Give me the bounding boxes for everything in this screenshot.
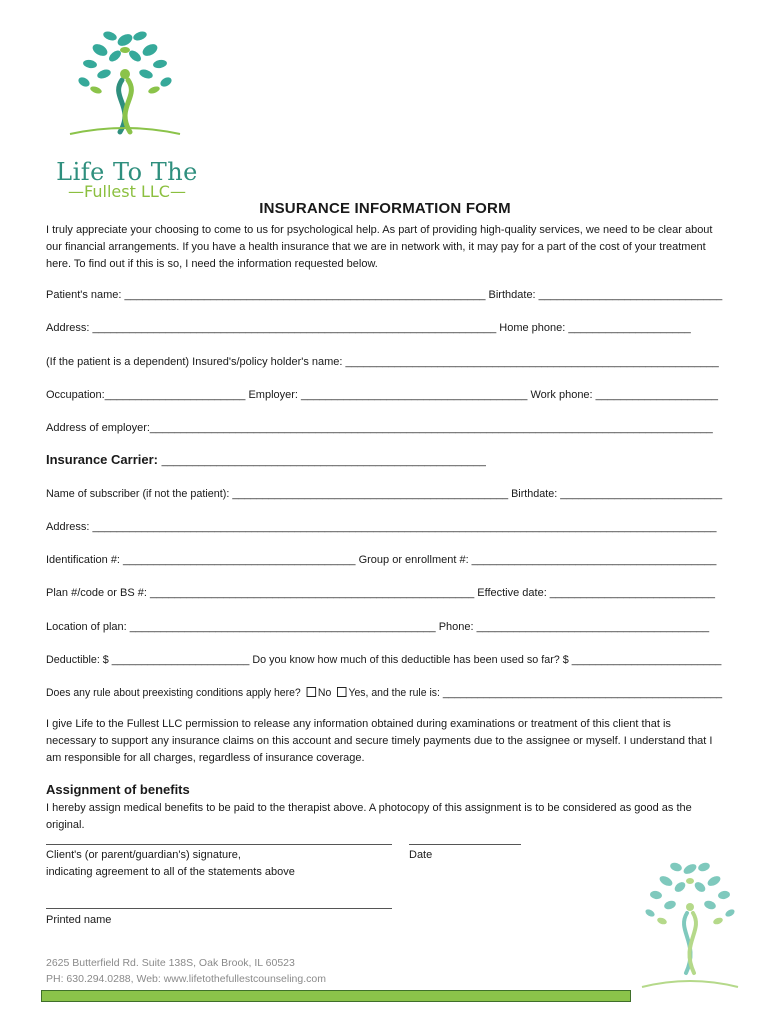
- preexisting-question: Does any rule about preexisting conditions apply here?: [46, 687, 301, 699]
- assignment-text: I hereby assign medical benefits to be paid to the therapist above. A photocopy of this assignment is to be considered as good as the original.: [46, 802, 692, 831]
- footer-contact: PH: 630.294.0288, Web: www.lifetothefullestcounseling.com: [46, 973, 326, 985]
- preexisting-blank[interactable]: ________________________________________________: [442, 687, 723, 699]
- logo-line2: —Fullest LLC—: [68, 182, 186, 201]
- form-title: INSURANCE INFORMATION FORM: [259, 200, 511, 217]
- preexisting-row: [46, 687, 722, 699]
- tree-icon-small: [628, 855, 753, 1000]
- signature-line[interactable]: [46, 844, 392, 845]
- signature-label-2: indicating agreement to all of the statements above: [46, 866, 295, 878]
- permission-paragraph: I give Life to the Fullest LLC permission to release any information obtained during examinations or treatment of this client that is necessary to support any insurance claims on this account and secure timely payments due to the assignee or myself. I understand that I am responsible for all charges, regardless of insurance coverage.: [46, 718, 713, 764]
- subscriber-field[interactable]: Name of subscriber (if not the patient): ______________________________________________ Birthdate: ___________________________: [46, 488, 723, 500]
- subscriber-address-field[interactable]: Address: ______________________________________________________________________________________________________: [46, 521, 717, 533]
- date-label: Date: [409, 849, 433, 861]
- insurance-carrier-label: Insurance Carrier:: [46, 452, 158, 467]
- plan-location-field[interactable]: Location of plan: __________________________________________________ Phone: ______________________________________: [46, 621, 710, 633]
- company-logo: [40, 22, 210, 201]
- footer-bar: [41, 990, 631, 1002]
- deductible-field[interactable]: Deductible: $ _______________________ Do you know how much of this deductible has been used so far? $ _________________________: [46, 654, 722, 666]
- insurance-carrier-row[interactable]: [46, 452, 486, 467]
- assignment-heading: Assignment of benefits: [46, 782, 190, 797]
- identification-field[interactable]: Identification #: ______________________________________ Group or enrollment #: ________________________________________: [46, 554, 717, 566]
- insurance-carrier-blank[interactable]: _____________________________________________________: [161, 455, 486, 467]
- printed-name-label: Printed name: [46, 914, 112, 926]
- logo-line1: Life To The: [56, 158, 198, 186]
- footer-tree-logo: [628, 855, 753, 1000]
- no-label: No: [317, 687, 332, 699]
- signature-label: Client's (or parent/guardian's) signature,: [46, 849, 241, 861]
- plan-code-field[interactable]: Plan #/code or BS #: _____________________________________________________ Effective date: ___________________________: [46, 587, 715, 599]
- date-line[interactable]: [409, 844, 521, 845]
- printed-name-line[interactable]: [46, 908, 392, 909]
- yes-label: Yes, and the rule is:: [348, 687, 440, 699]
- yes-checkbox[interactable]: [337, 687, 347, 697]
- footer-address: 2625 Butterfield Rd. Suite 138S, Oak Brook, IL 60523: [46, 957, 295, 969]
- address-field[interactable]: Address: __________________________________________________________________ Home phone: ____________________: [46, 322, 691, 334]
- employer-address-field[interactable]: Address of employer:____________________________________________________________________________________________: [46, 422, 713, 434]
- intro-paragraph: I truly appreciate your choosing to come to us for psychological help. As part of providing high-quality services, we need to be clear about our financial arrangements. If you have a health insurance that we are in network with, it may pay for a part of the cost of your treatment here. To find out if this is so, I need the information requested below.: [46, 224, 713, 270]
- no-checkbox[interactable]: [306, 687, 316, 697]
- tree-icon: [40, 22, 210, 162]
- occupation-field[interactable]: Occupation:_______________________ Employer: _____________________________________ Work phone: ____________________: [46, 389, 719, 401]
- patient-name-field[interactable]: Patient's name: ___________________________________________________________ Birthdate: ______________________________: [46, 289, 723, 301]
- insured-name-field[interactable]: (If the patient is a dependent) Insured's/policy holder's name: _____________________________________________________________: [46, 356, 719, 368]
